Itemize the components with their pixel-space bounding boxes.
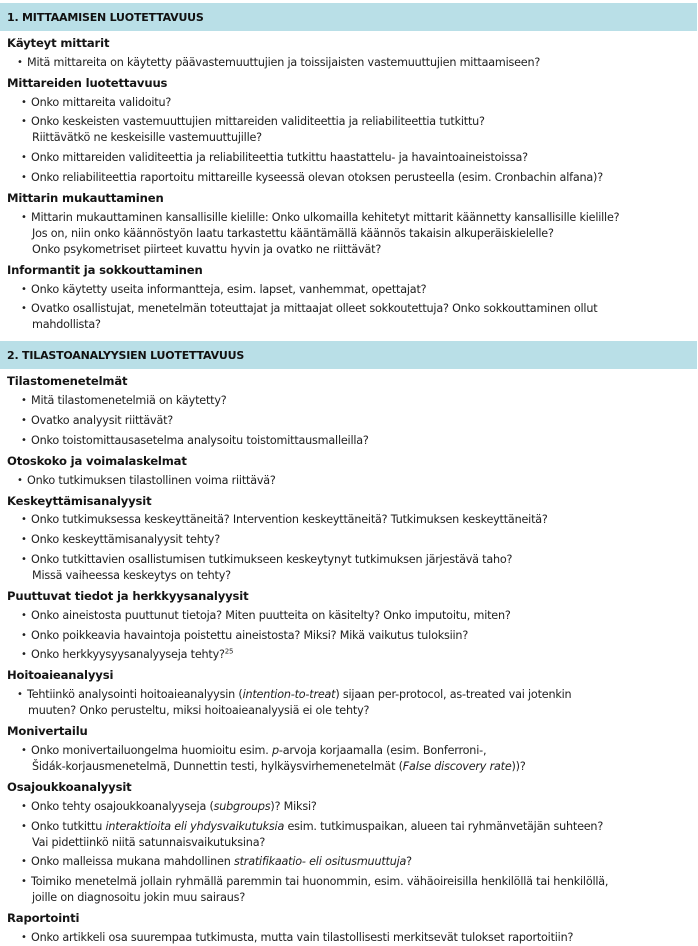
italic-term: intention-to-treat [242,688,336,702]
bullet-icon: • [21,434,27,446]
text-segment: Mitä tilastomenetelmiä on käytetty? [31,394,227,408]
text-segment: Riittävätkö ne keskeisille vastemuuttujille? [32,131,262,145]
text-segment: Tehtiinkö analysointi hoitoaieanalyysin ( [27,688,243,702]
subsection-heading: Otoskoko ja voimalaskelmat [7,453,187,468]
section-header: 2. TILASTOANALYYSIEN LUOTETTAVUUS [0,341,697,369]
question-item [0,854,698,870]
subsection-heading: Keskeyttämisanalyysit [7,493,152,508]
bullet-icon: • [17,56,23,68]
question-line [31,890,690,906]
subsection-heading: Raportointi [7,911,80,926]
text-segment: ))? [511,759,526,773]
text-segment: ? [406,855,412,869]
text-segment: Onko poikkeavia havaintoja poistettu aineistosta? Miksi? Mikä vaikutus tuloksiin? [31,628,469,642]
question-line [31,819,690,835]
bullet-icon: • [21,283,27,295]
text-segment: -arvoja korjaamalla (esim. Bonferroni-, [278,743,487,757]
italic-term: False discovery rate [402,759,512,773]
text-segment: Onko psykometriset piirteet kuvattu hyvin ja ovatko ne riittävät? [32,242,382,256]
text-segment: Onko tutkittu [31,819,106,833]
question-item [0,150,698,166]
bullet-icon: • [21,609,27,621]
text-segment: esim. tutkimuspaikan, alueen tai ryhmänvetäjän suhteen? [284,819,604,833]
question-list [0,930,698,946]
bullet-icon: • [17,474,23,486]
question-list [0,512,698,584]
question-item [0,393,698,409]
question-item [0,433,698,449]
question-item [0,647,698,663]
question-line [31,301,690,317]
question-line [31,743,690,759]
question-line [31,226,690,242]
section-header: 1. MITTAAMISEN LUOTETTAVUUS [0,3,697,31]
question-line [31,170,690,186]
question-item [0,628,698,644]
subsection-heading: Monivertailu [7,724,88,739]
text-segment: Jos on, niin onko käännöstyön laatu tarkastettu kääntämällä käännös takaisin alkuperäiskielelle? [32,226,554,240]
question-line [31,608,690,624]
question-item [0,552,698,584]
question-line [31,568,690,584]
question-line [31,930,690,946]
subsection-heading: Käyteyt mittarit [7,36,110,50]
bullet-icon: • [17,689,23,701]
question-item [0,930,698,946]
subsection-heading: Hoitoaieanalyysi [7,668,114,683]
question-line [31,628,690,644]
question-line [27,687,690,703]
bullet-icon: • [21,211,27,223]
bullet-icon: • [21,820,27,832]
question-line [31,242,690,258]
question-item [0,55,698,71]
italic-term: stratifikaatio- eli ositusmuuttuja [233,855,407,869]
subsection-heading: Osajoukkoanalyysit [7,779,132,794]
question-item [0,473,698,489]
question-item [0,608,698,624]
bullet-icon: • [21,303,27,315]
bullet-icon: • [21,414,27,426]
question-list [0,282,698,334]
italic-term: p [271,743,279,757]
question-line [31,150,690,166]
text-segment: ) sijaan per-protocol, as-treated vai jotenkin [335,688,572,702]
bullet-icon: • [21,395,27,407]
text-segment: Onko reliabiliteettia raportoitu mittareille kyseessä olevan otoksen perusteella (esim. Cronbachin alfana)? [31,170,603,184]
question-line [31,433,690,449]
subsection-heading: Puuttuvat tiedot ja herkkyysanalyysit [7,588,249,603]
question-line [31,799,690,815]
text-segment: Onko tehty osajoukkoanalyyseja ( [31,799,214,813]
bullet-icon: • [21,931,27,943]
footnote-ref: 25 [224,647,234,656]
question-list [0,743,698,775]
text-segment: mahdollista? [32,318,101,332]
question-line [31,282,690,298]
question-item [0,170,698,186]
subsection-heading: Informantit ja sokkouttaminen [7,262,203,277]
bullet-icon: • [21,116,27,128]
question-item [0,114,698,146]
question-item [0,413,698,429]
text-segment: Onko monivertailuongelma huomioitu esim. [31,743,272,757]
subsection-heading: Mittareiden luotettavuus [7,75,168,90]
question-list [0,95,698,186]
text-segment: Toimiko menetelmä jollain ryhmällä paremmin tai huonommin, esim. vähäoireisilla henkilöllä tai henkilöllä, [31,875,609,889]
question-line [31,393,690,409]
question-line [31,413,690,429]
question-line [31,854,690,870]
question-item [0,687,698,719]
text-segment: Onko mittareiden validiteettia ja reliabiliteettia tutkittu haastattelu- ja havaintoaineistoissa? [31,151,528,165]
question-item [0,743,698,775]
bullet-icon: • [21,553,27,565]
question-line [27,55,690,71]
text-segment: Onko malleissa mukana mahdollinen [31,855,234,869]
question-item [0,799,698,815]
text-segment: Ovatko osallistujat, menetelmän toteuttajat ja mittaajat olleet sokkoutettuja? Onko sokkouttaminen ollut [31,302,598,316]
question-line [31,317,690,333]
text-segment: Mittarin mukauttaminen kansallisille kielille: Onko ulkomailla kehitetyt mittarit käännetty kansallisille kielille? [31,210,620,224]
text-segment: joille on diagnosoitu jokin muu sairaus? [32,891,246,905]
text-segment: Vai pidettiinkö niitä satunnaisvaikutuksina? [32,835,266,849]
question-line [31,512,690,528]
question-line [27,473,690,489]
text-segment: Onko keskeisten vastemuuttujien mittareiden validiteettia ja reliabiliteettia tutkittu? [31,115,485,129]
question-item [0,301,698,333]
question-item [0,874,698,906]
question-line [31,210,690,226]
bullet-icon: • [21,856,27,868]
bullet-icon: • [21,649,27,661]
question-list [0,210,698,258]
question-line [31,759,690,775]
text-segment: Onko tutkimuksessa keskeyttäneitä? Intervention keskeyttäneitä? Tutkimuksen keskeyttäneitä? [31,513,548,527]
bullet-icon: • [21,534,27,546]
question-item [0,819,698,851]
text-segment: Onko käytetty useita informantteja, esim. lapset, vanhemmat, opettajat? [31,282,427,296]
italic-term: subgroups [213,799,271,813]
question-item [0,532,698,548]
question-list [0,393,698,449]
question-line [27,703,690,719]
bullet-icon: • [21,744,27,756]
text-segment: Onko toistomittausasetelma analysoitu toistomittausmalleilla? [31,433,369,447]
italic-term: interaktioita eli yhdysvaikutuksia [105,819,285,833]
bullet-icon: • [21,96,27,108]
bullet-icon: • [21,171,27,183]
text-segment: Onko keskeyttämisanalyysit tehty? [31,533,220,547]
bullet-icon: • [21,800,27,812]
question-line [31,532,690,548]
text-segment: muuten? Onko perusteltu, miksi hoitoaieanalyysiä ei ole tehty? [28,704,370,718]
question-item [0,282,698,298]
question-line [31,835,690,851]
text-segment: )? Miksi? [270,799,317,813]
subsection-heading: Mittarin mukauttaminen [7,190,164,205]
subsection-heading: Tilastomenetelmät [7,374,128,389]
text-segment: Šidák-korjausmenetelmä, Dunnettin testi, hylkäysvirhemenetelmät ( [32,759,403,773]
text-segment: Missä vaiheessa keskeytys on tehty? [32,568,231,582]
question-item [0,95,698,111]
text-segment: Onko tutkittavien osallistumisen tutkimukseen keskeytynyt tutkimuksen järjestävä taho? [31,552,513,566]
text-segment: Mitä mittareita on käytetty päävastemuuttujien ja toissijaisten vastemuuttujien mittaamiseen? [27,55,541,69]
question-line [31,874,690,890]
question-item [0,512,698,528]
bullet-icon: • [21,514,27,526]
question-line [31,114,690,130]
question-line [31,95,690,111]
question-line [31,552,690,568]
question-list [0,687,698,719]
question-list [0,608,698,664]
text-segment: Ovatko analyysit riittävät? [31,413,174,427]
bullet-icon: • [21,152,27,164]
question-list [0,799,698,906]
text-segment: Onko tutkimuksen tilastollinen voima riittävä? [27,473,276,487]
text-segment: Onko aineistosta puuttunut tietoja? Miten puutteita on käsitelty? Onko imputoitu, miten? [31,608,511,622]
text-segment: Onko mittareita validoitu? [31,95,172,109]
question-item [0,210,698,258]
question-line [31,130,690,146]
bullet-icon: • [21,876,27,888]
text-segment: Onko herkkyysyysanalyyseja tehty? [31,648,225,662]
bullet-icon: • [21,629,27,641]
text-segment: Onko artikkeli osa suurempaa tutkimusta, mutta vain tilastollisesti merkitsevät tulokset raportoitiin? [31,930,574,944]
question-list [0,473,698,489]
question-line [31,647,690,663]
question-list [0,55,698,71]
